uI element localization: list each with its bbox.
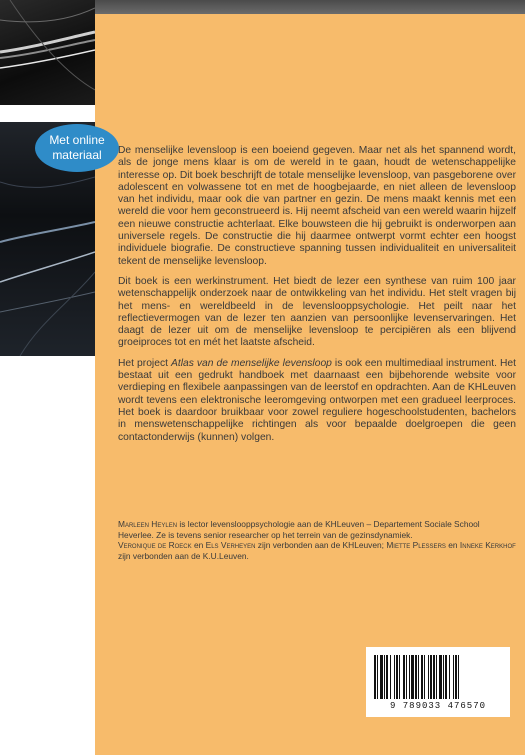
paragraph-3	[118, 358, 516, 444]
author-name: Els Verheyen	[205, 540, 256, 551]
isbn-number: 9 789033 476570	[389, 701, 486, 711]
cover-photo-top	[0, 0, 95, 105]
credit-1	[118, 519, 516, 540]
paragraph-1: De menselijke levensloop is een boeiend gegeven. Maar net als het spannend wordt, als de jonge mens klaar is om de wereld in te gaan, houdt de wetenschappelijke interesse op. Dit boek beschrijft de totale menselijke levensloop, van pasgeborene over adolescent en volwassene tot en met de hoogbejaarde, en niet alleen de levensloop van het individu, maar ook die van partner en gezin. De mens maakt kennis met een wereld die voor hem geconstrueerd is. Hij neemt afscheid van een wereld waarin hijzelf een nieuwe constructie achterlaat. Elke bouwsteen die hij gebruikt is onderworpen aan universele regels. De constructie die hij daarmee ontwerpt vormt echter een hoogst individuele biografie. De constructieve spanning tussen individualiteit en universaliteit tekent de menselijke levensloop.	[118, 145, 516, 267]
author-name: Veronique de Roeck	[118, 540, 192, 551]
paragraph-2: Dit boek is een werkinstrument. Het biedt de lezer een synthese van ruim 100 jaar wetenschappelijk onderzoek naar de ontwikkeling van het individu. Het stelt vragen bij het mens- en wereldbeeld in de levenslooppsychologie. Het peilt naar het reflectievermogen van de lezer ten aanzien van persoonlijke levenservaringen. Het daagt de lezer uit om de menselijke levensloop te percipiëren als een blijvend groeiproces tot en mét het laatste afscheid.	[118, 275, 516, 349]
conjunction: en	[191, 540, 206, 551]
badge-line-1: Met online	[49, 133, 105, 147]
badge-line-2: materiaal	[52, 148, 102, 162]
left-white-strip	[0, 0, 95, 755]
paragraph-3-rest: is ook een multimediaal instrument. Het bestaat uit een gedrukt handboek met daarnaast een bijbehorende website voor verdieping en flexibele aanpassingen van de leerstof en opdrachten. Aan de KHLeuven wordt tevens een elektronische leeromgeving ontworpen met een gradueel leerproces. Het boek is daardoor bruikbaar voor zowel reguliere hogeschoolstudenten, bachelors in menswetenschappelijke richtingen als voor bepaalde doelgroepen die geen contactonderwijs (kunnen) volgen.	[118, 357, 517, 443]
credit-text: zijn verbonden aan de KHLeuven;	[255, 540, 387, 551]
author-name: Inneke Kerkhof	[459, 540, 516, 551]
author-name: Miette Plessers	[386, 540, 446, 551]
blurb	[118, 145, 516, 452]
conjunction: en	[445, 540, 460, 551]
book-title: Atlas van de menselijke levensloop	[170, 357, 332, 369]
credit-text: is lector levenslooppsychologie aan de KHLeuven – Departement Sociale School Heverlee. Ze is tevens senior researcher op het terrein van de gezinsdynamiek.	[118, 519, 480, 540]
author-credits	[118, 519, 516, 561]
credit-2	[118, 540, 516, 561]
top-grey-band	[95, 0, 525, 14]
barcode-bars-icon	[372, 655, 504, 699]
paragraph-3-start: Het project	[118, 357, 171, 369]
credit-text: zijn verbonden aan de K.U.Leuven.	[118, 550, 249, 561]
barcode	[366, 647, 510, 717]
online-material-badge	[35, 124, 119, 172]
author-name: Marleen Heylen	[118, 519, 178, 529]
